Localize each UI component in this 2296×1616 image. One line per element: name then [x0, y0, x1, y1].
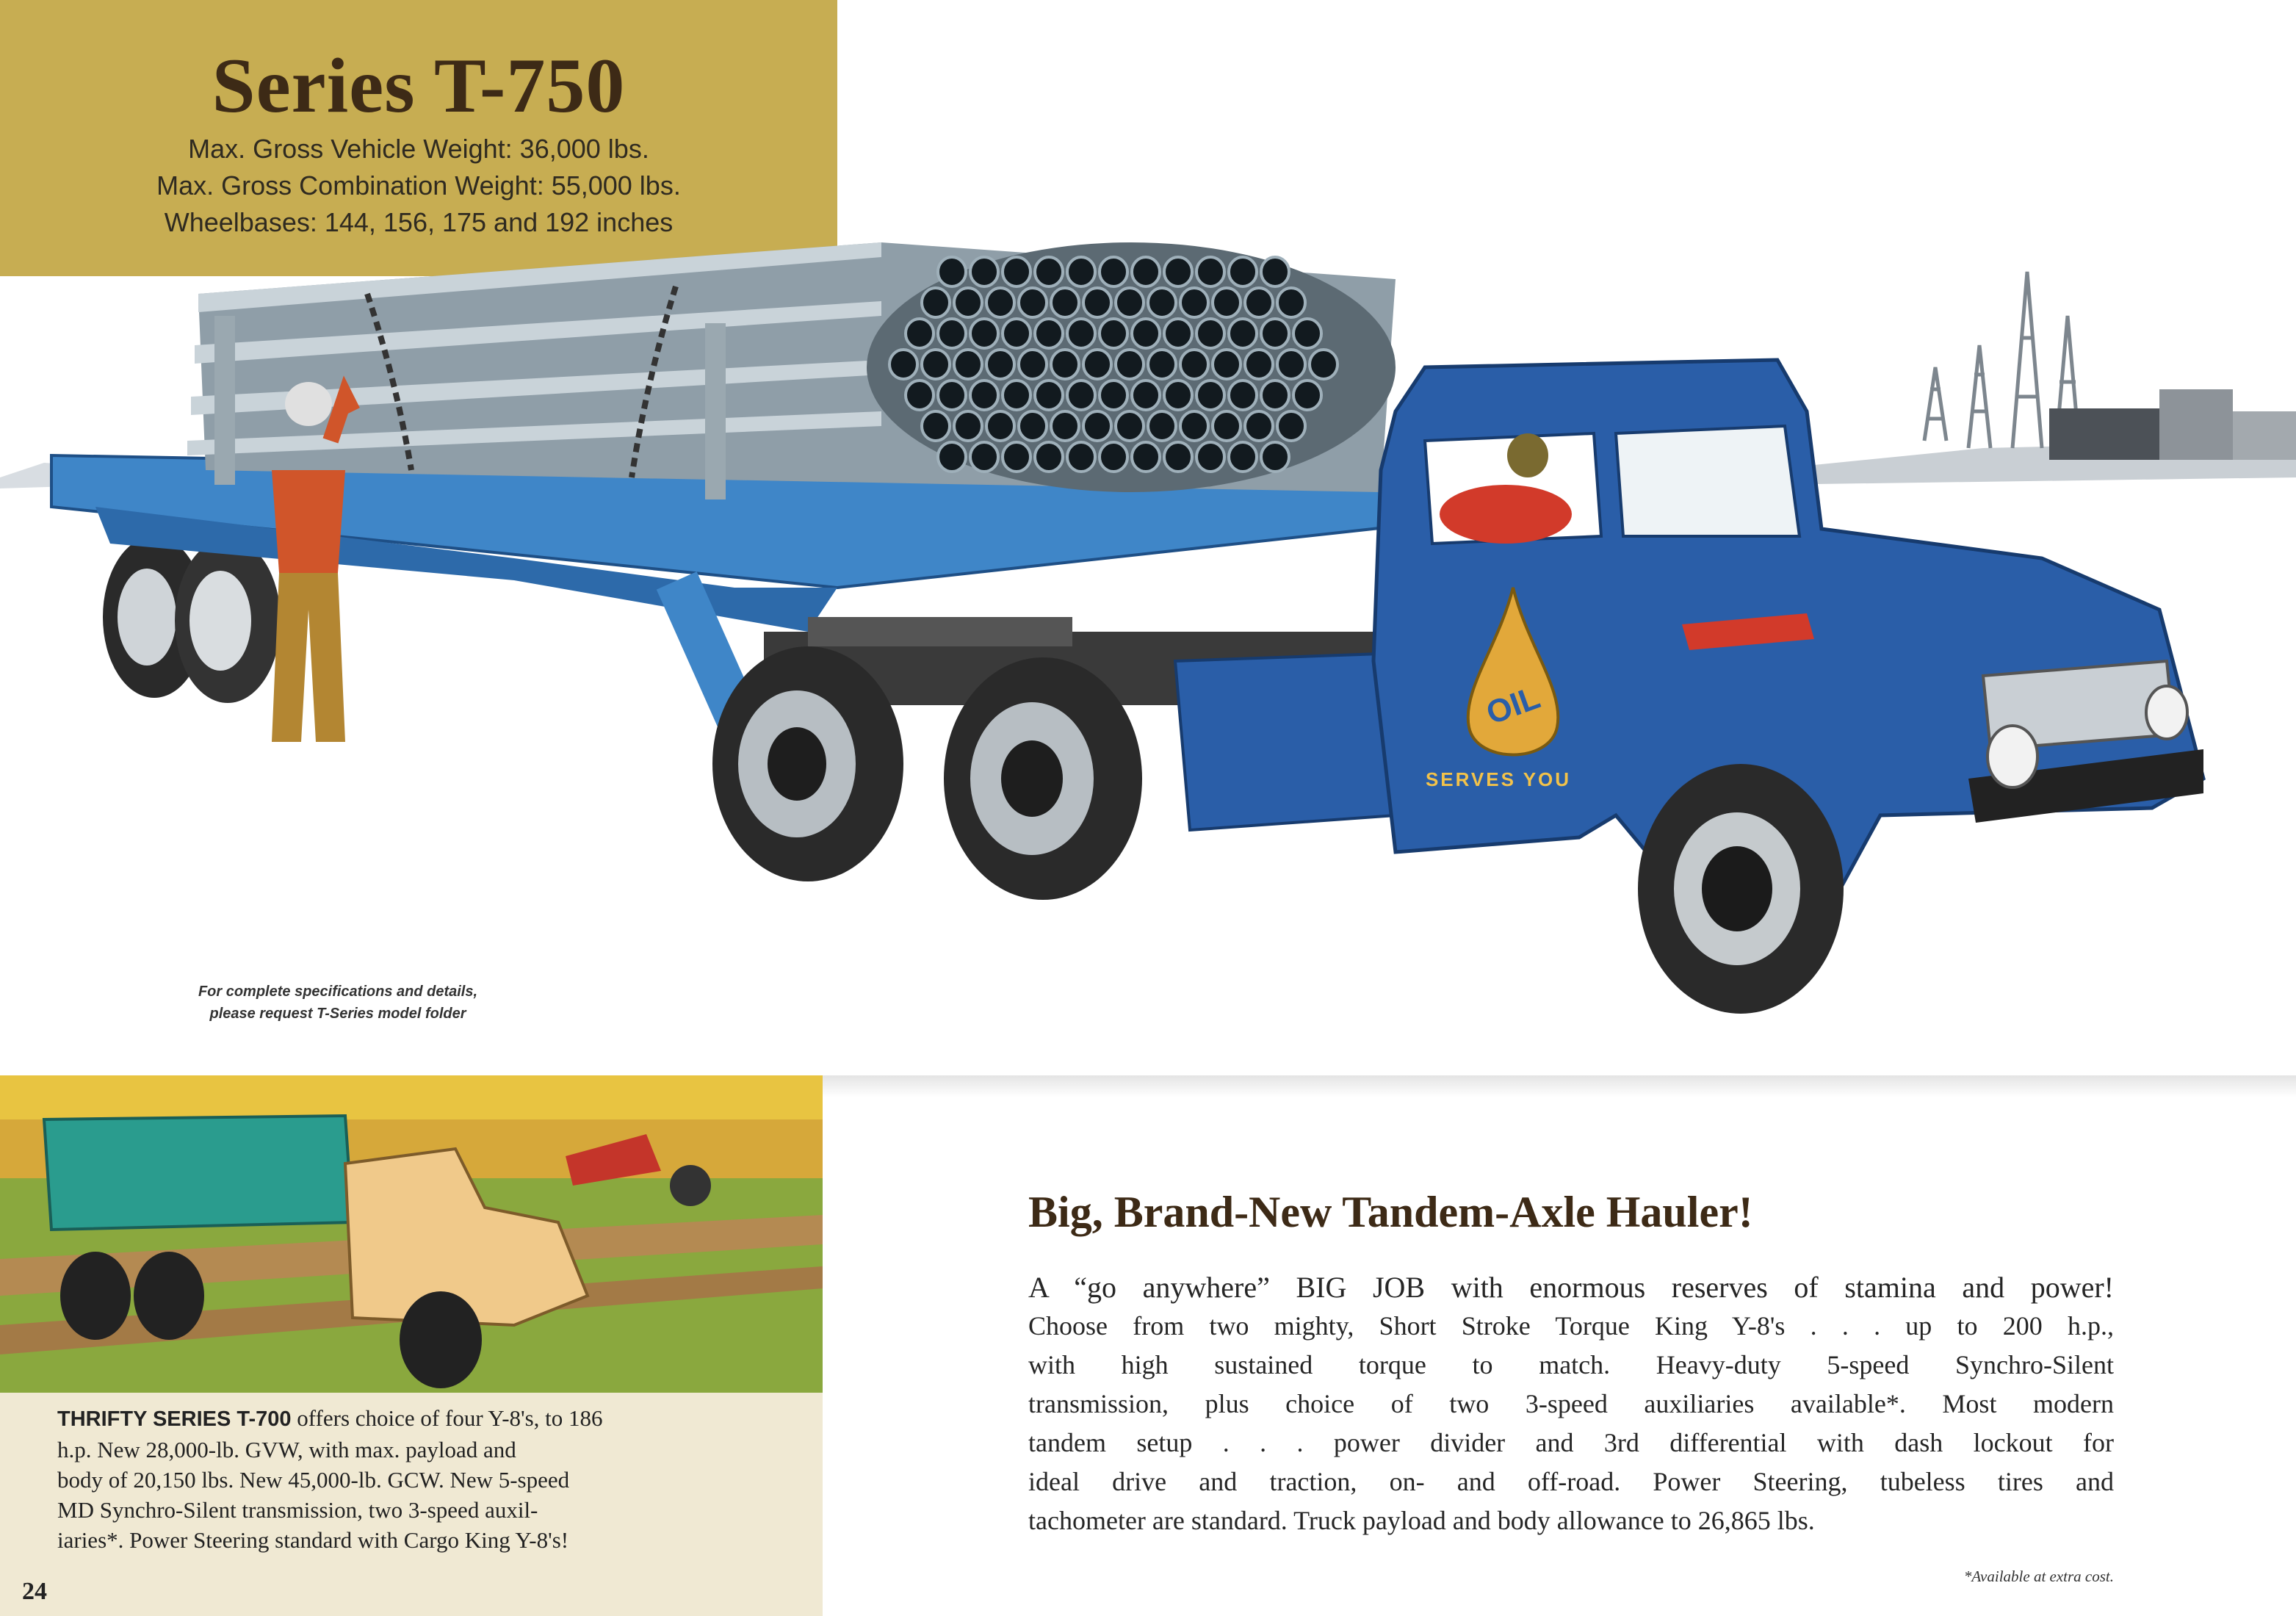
fuel-tank [1175, 654, 1396, 830]
pipe-end [970, 442, 998, 472]
pipe-end [1035, 442, 1063, 472]
pipe-end [938, 380, 966, 410]
headline: Big, Brand-New Tandem-Axle Hauler! [1028, 1188, 1753, 1236]
pipe-end [1213, 411, 1241, 441]
pipe-end [1180, 288, 1208, 317]
pipe-end [1229, 442, 1257, 472]
body-line: tandem setup . . . power divider and 3rd differential with dash lockout for [1028, 1428, 2114, 1457]
t700-text: body of 20,150 lbs. New 45,000-lb. GCW. New 5-speed [57, 1467, 570, 1493]
pipe-end [889, 350, 917, 379]
pipe-end [1100, 380, 1127, 410]
pipe-end [938, 442, 966, 472]
pipe-end [1100, 442, 1127, 472]
pipe-end [954, 411, 982, 441]
pipe-end [1180, 350, 1208, 379]
body-line: with high sustained torque to match. Heavy-duty 5-speed Synchro-Silent [1028, 1350, 2114, 1379]
headlight [1988, 726, 2037, 787]
pipe-end [1213, 288, 1241, 317]
pipe-end [1051, 350, 1079, 379]
pipe-end [1229, 319, 1257, 348]
spec-gvw: Max. Gross Vehicle Weight: 36,000 lbs. [188, 134, 649, 164]
pipe-end [1132, 257, 1160, 286]
pipe-end [1310, 350, 1337, 379]
tractor-trailer-illustration [0, 103, 2296, 1072]
pipe-end [1245, 350, 1273, 379]
body-line: transmission, plus choice of two 3-speed auxiliaries available*. Most modern [1028, 1389, 2114, 1418]
spec-wheelbases: Wheelbases: 144, 156, 175 and 192 inches [164, 207, 674, 237]
pipe-end [986, 288, 1014, 317]
pipe-end [1019, 288, 1047, 317]
pipe-end [1245, 411, 1273, 441]
pipe-end [1035, 380, 1063, 410]
trailer-wheels [103, 536, 281, 703]
t700-text: offers choice of four Y-8's, to 186 [297, 1405, 603, 1431]
pipe-end [1261, 257, 1289, 286]
pipe-end [922, 411, 950, 441]
pipe-end [1035, 257, 1063, 286]
pipe-end [1116, 411, 1144, 441]
page-number: 24 [22, 1578, 47, 1605]
front-wheel [1638, 764, 1844, 1014]
section-divider [823, 1075, 2296, 1097]
spec-gcw: Max. Gross Combination Weight: 55,000 lbs. [156, 170, 681, 201]
pipe-end [1164, 257, 1192, 286]
body-copy [1028, 1268, 2114, 1540]
pipe-end [1196, 319, 1224, 348]
pipe-end [1003, 442, 1030, 472]
pipe-end [954, 350, 982, 379]
pipe-end [1277, 411, 1305, 441]
pipe-end [1245, 288, 1273, 317]
pipe-end [1116, 288, 1144, 317]
pipe-end [1196, 257, 1224, 286]
pipe-end [1100, 319, 1127, 348]
t700-lead: THRIFTY SERIES T-700 [57, 1407, 292, 1431]
pipe-end [906, 380, 934, 410]
pipe-end [1229, 257, 1257, 286]
pipe-end [1132, 380, 1160, 410]
pipe-end [1229, 380, 1257, 410]
series-title: Series T-750 [212, 43, 626, 129]
pipe-end [970, 257, 998, 286]
pipe-end [970, 319, 998, 348]
t700-text: h.p. New 28,000-lb. GVW, with max. payload and [57, 1437, 516, 1462]
grain-box [44, 1116, 353, 1230]
pipe-end [1083, 288, 1111, 317]
pipe-end [1164, 380, 1192, 410]
pipe-end [1019, 411, 1047, 441]
pipe-end [1148, 288, 1176, 317]
pipe-end [1003, 319, 1030, 348]
pipe-end [906, 319, 934, 348]
pipe-end [1083, 350, 1111, 379]
pipe-end [1067, 319, 1095, 348]
pipe-end [1035, 319, 1063, 348]
body-line: tachometer are standard. Truck payload and body allowance to 26,865 lbs. [1028, 1506, 1815, 1535]
pipe-end [986, 411, 1014, 441]
pipe-end [1180, 411, 1208, 441]
pipe-end [1261, 380, 1289, 410]
pipe-end [1100, 257, 1127, 286]
pipe-end [1164, 319, 1192, 348]
pipe-end [922, 288, 950, 317]
t700-text: MD Synchro-Silent transmission, two 3-speed auxil- [57, 1497, 538, 1523]
pipe-end [1277, 288, 1305, 317]
pipe-end [986, 350, 1014, 379]
pipe-end [1164, 442, 1192, 472]
pipe-end [1067, 380, 1095, 410]
storage-tank [2049, 408, 2159, 460]
pipe-end [1067, 257, 1095, 286]
pipe-end [1116, 350, 1144, 379]
oil-drop-text: OIL [1481, 679, 1545, 732]
pipe-end [1196, 442, 1224, 472]
pipe-end [1277, 350, 1305, 379]
pipe-end [1067, 442, 1095, 472]
pipe-end [1132, 319, 1160, 348]
availability-footnote: *Available at extra cost. [1963, 1568, 2114, 1585]
spec-note [169, 981, 507, 1025]
t700-illustration [0, 1075, 823, 1393]
pipe-end [1003, 380, 1030, 410]
body-line: A “go anywhere” BIG JOB with enormous reserves of stamina and power! [1028, 1271, 2114, 1304]
pipe-end [938, 319, 966, 348]
pipe-end [1019, 350, 1047, 379]
pipe-end [1051, 288, 1079, 317]
pipe-end [954, 288, 982, 317]
pipe-end [1148, 411, 1176, 441]
pipe-end [938, 257, 966, 286]
pipe-end [1293, 319, 1321, 348]
body-line: ideal drive and traction, on- and off-road. Power Steering, tubeless tires and [1028, 1467, 2114, 1496]
pipe-end [1293, 380, 1321, 410]
door-slogan: SERVES YOU [1425, 768, 1572, 790]
pipe-end [1213, 350, 1241, 379]
pipe-end [1261, 319, 1289, 348]
pipe-end [922, 350, 950, 379]
pipe-end [1148, 350, 1176, 379]
spec-note-line: please request T-Series model folder [209, 1006, 466, 1022]
t700-text: iaries*. Power Steering standard with Cargo King Y-8's! [57, 1527, 569, 1553]
pipe-end [1051, 411, 1079, 441]
pipe-end [1132, 442, 1160, 472]
windshield [1616, 426, 1799, 536]
pipe-end [1003, 257, 1030, 286]
t700-description [57, 1403, 762, 1555]
pipe-end [1196, 380, 1224, 410]
body-line: Choose from two mighty, Short Stroke Torque King Y-8's . . . up to 200 h.p., [1028, 1311, 2114, 1341]
pipe-end [970, 380, 998, 410]
pipe-end [1261, 442, 1289, 472]
spec-note-line: For complete specifications and details, [198, 984, 478, 1000]
pipe-end [1083, 411, 1111, 441]
